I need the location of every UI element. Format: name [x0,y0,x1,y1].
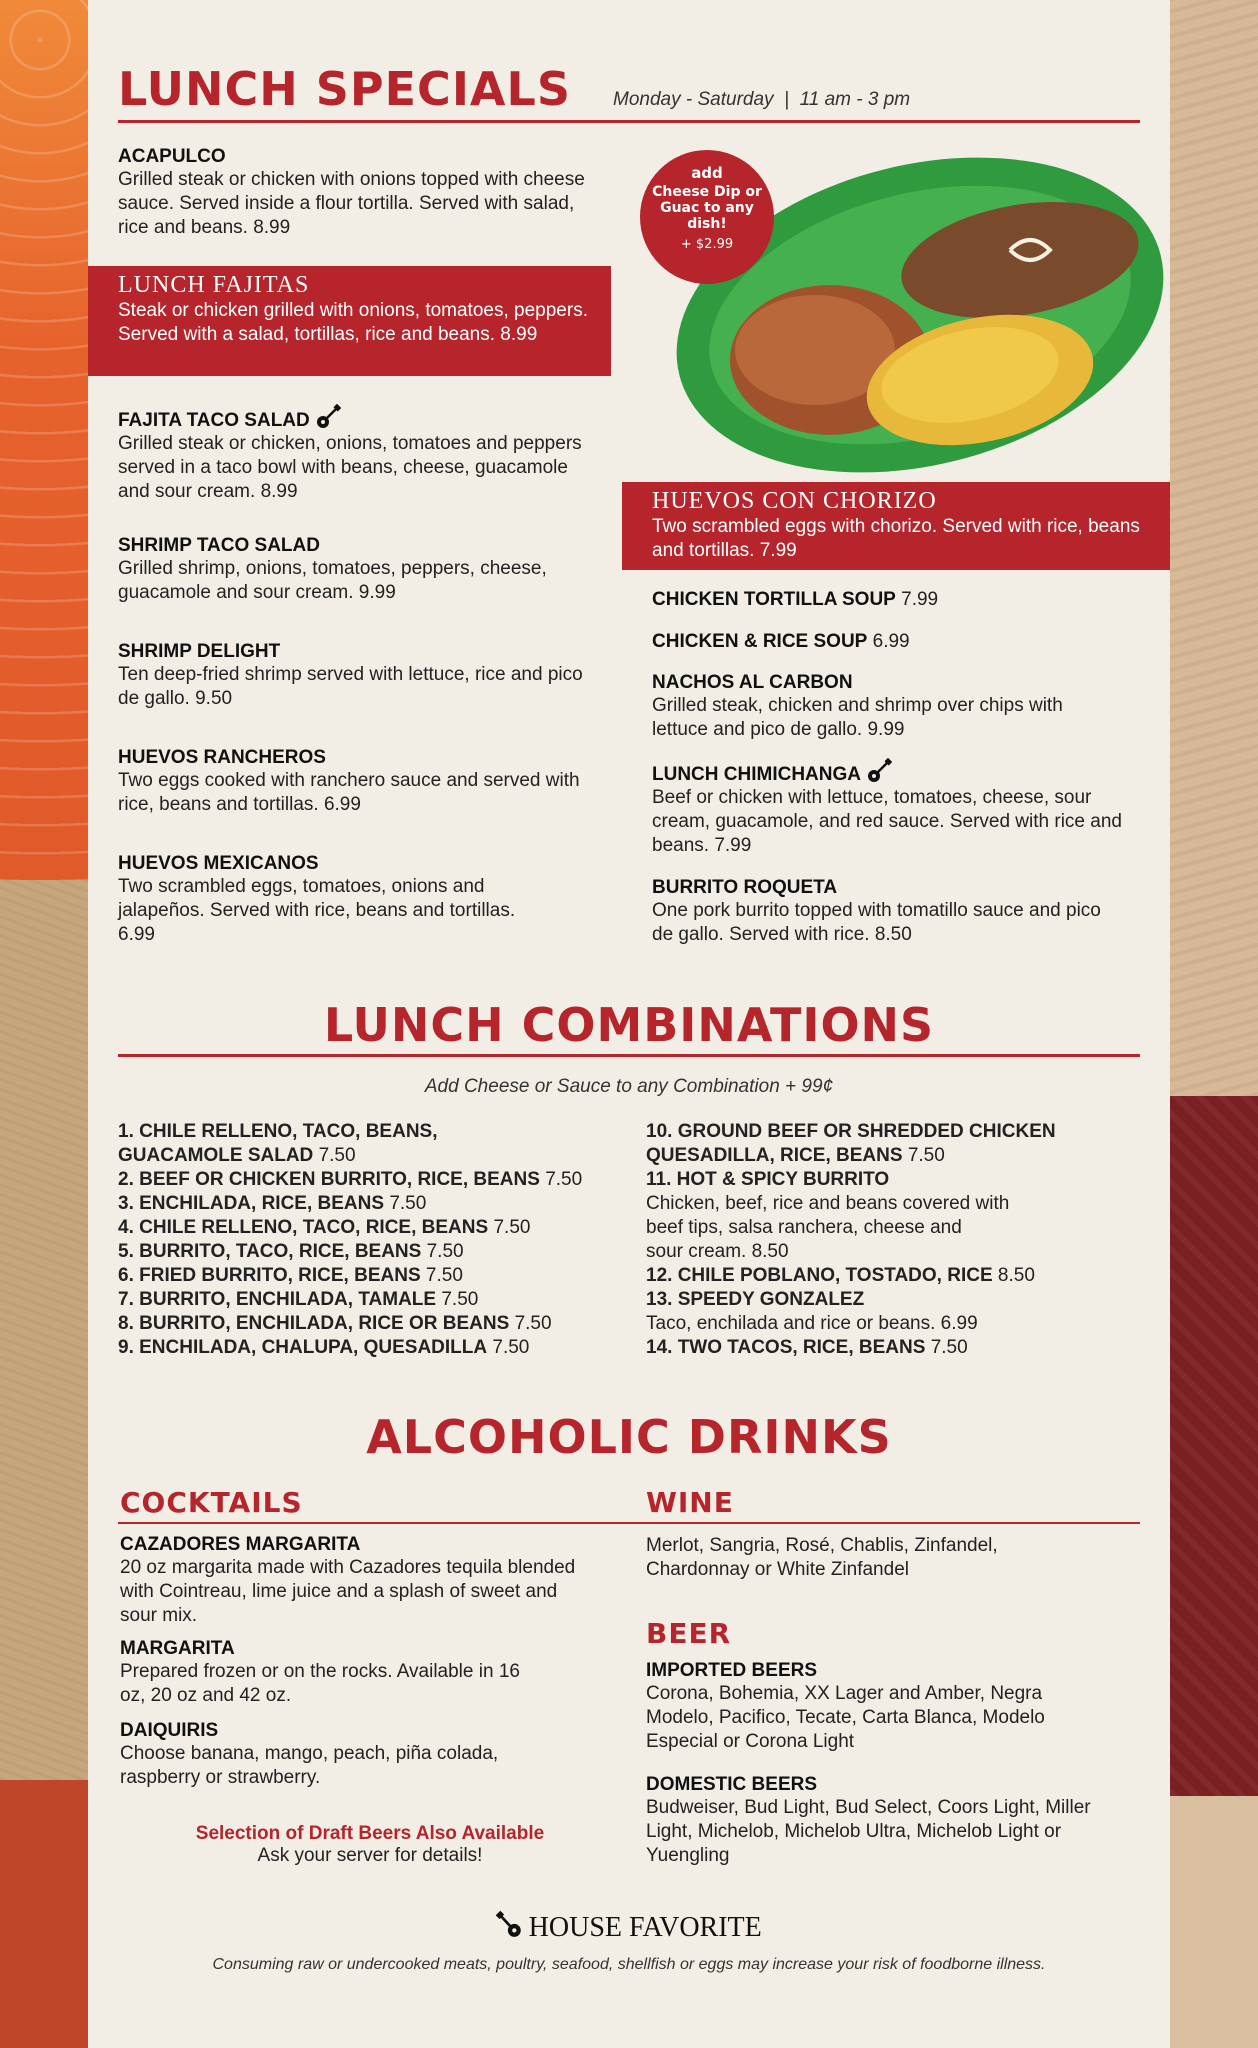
menu-item [652,672,1122,742]
combo-item: QUESADILLA, RICE, BEANS 7.50 [646,1145,945,1166]
item-name: HUEVOS MEXICANOS [118,853,319,874]
alcoholic-drinks-title: ALCOHOLIC DRINKS [366,1410,892,1464]
promo-badge [640,150,774,284]
combo-item: 8. BURRITO, ENCHILADA, RICE OR BEANS 7.50 [118,1313,552,1334]
decorative-leaf-border [0,0,88,880]
guitar-icon [315,404,341,430]
cocktails-heading: COCKTAILS [120,1486,303,1519]
combo-item: GUACAMOLE SALAD 7.50 [118,1145,356,1166]
item-desc: Grilled shrimp, onions, tomatoes, peppers, cheese, guacamole and sour cream. 9.99 [118,558,547,603]
combo-desc: Taco, enchilada and rice or beans. 6.99 [646,1313,978,1334]
promo-line2: Cheese Dip or Guac to any dish! [652,184,762,232]
item-desc: Ten deep-fried shrimp served with lettuce, rice and pico de gallo. 9.50 [118,664,583,709]
item-desc: Steak or chicken grilled with onions, tomatoes, peppers. Served with a salad, tortillas, rice and beans. 8.99 [118,300,588,345]
item-desc: Two scrambled eggs with chorizo. Served with rice, beans and tortillas. 7.99 [652,516,1140,561]
draft-sub: Ask your server for details! [257,1845,483,1866]
combinations-right-list [646,1120,1146,1360]
section-rule [118,1054,1140,1057]
lunch-hours: Monday - Saturday | 11 am - 3 pm [613,89,911,110]
item-name: LUNCH CHIMICHANGA [652,764,861,785]
item-desc: 20 oz margarita made with Cazadores tequila blended with Cointreau, lime juice and a splash of sweet and sour mix. [120,1557,576,1626]
beer-heading: BEER [646,1617,732,1650]
menu-item [652,877,1122,947]
menu-item [118,853,518,947]
cocktail-item [120,1534,580,1628]
item-name: IMPORTED BEERS [646,1660,818,1681]
combo-item: 2. BEEF OR CHICKEN BURRITO, RICE, BEANS 7.50 [118,1169,583,1190]
combinations-note: Add Cheese or Sauce to any Combination + 99¢ [424,1076,834,1097]
menu-item [118,535,598,605]
item-name: MARGARITA [120,1638,235,1659]
item-desc: Grilled steak, chicken and shrimp over chips with lettuce and pico de gallo. 9.99 [652,695,1063,740]
item-price: 7.99 [901,589,939,610]
menu-item [118,146,598,240]
item-name: SHRIMP TACO SALAD [118,535,320,556]
wine-heading: WINE [646,1486,734,1519]
cocktail-item [120,1720,560,1790]
combo-item: 1. CHILE RELLENO, TACO, BEANS, [118,1121,438,1142]
menu-item [652,630,1122,654]
item-name: FAJITA TACO SALAD [118,410,310,431]
guitar-icon [866,758,892,784]
item-desc: Two scrambled eggs, tomatoes, onions and jalapeños. Served with rice, beans and tortillas. 6.99 [118,876,516,945]
combo-desc: sour cream. 8.50 [646,1241,789,1262]
legend-label: HOUSE FAVORITE [528,1912,762,1943]
item-name: SHRIMP DELIGHT [118,641,281,662]
combo-desc: beef tips, salsa ranchera, cheese and [646,1217,962,1238]
item-desc: Grilled steak or chicken with onions topped with cheese sauce. Served inside a flour tortilla. Served with salad, rice and beans. 8.99 [118,169,585,238]
item-name: DOMESTIC BEERS [646,1774,818,1795]
item-name: HUEVOS RANCHEROS [118,747,326,768]
menu-item [652,758,1122,858]
item-desc: Two eggs cooked with ranchero sauce and served with rice, beans and tortillas. 6.99 [118,770,580,815]
title-rule [118,120,1140,123]
item-desc: Grilled steak or chicken, onions, tomatoes and peppers served in a taco bowl with beans, cheese, guacamole and sour cream. 8.99 [118,433,582,502]
promo-line1: add [691,164,723,182]
combo-item: 6. FRIED BURRITO, RICE, BEANS 7.50 [118,1265,463,1286]
house-favorite-legend [0,1910,1258,1944]
cocktail-item [120,1638,550,1708]
item-name: CHICKEN & RICE SOUP [652,631,868,652]
item-desc: Prepared frozen or on the rocks. Available in 16 oz, 20 oz and 42 oz. [120,1661,520,1706]
beer-item [646,1660,1106,1754]
combo-item: 4. CHILE RELLENO, TACO, RICE, BEANS 7.50 [118,1217,531,1238]
beer-item [646,1774,1106,1868]
combo-item: 5. BURRITO, TACO, RICE, BEANS 7.50 [118,1241,464,1262]
lunch-specials-title: LUNCH SPECIALS [118,62,571,116]
combo-desc: Chicken, beef, rice and beans covered with [646,1193,1010,1214]
menu-item [118,404,598,504]
combo-item: 11. HOT & SPICY BURRITO [646,1169,890,1190]
combo-item: 3. ENCHILADA, RICE, BEANS 7.50 [118,1193,427,1214]
disclaimer: Consuming raw or undercooked meats, poultry, seafood, shellfish or eggs may increase your risk of foodborne illness. [212,1956,1046,1973]
item-name: LUNCH FAJITAS [118,272,310,298]
combo-item: 14. TWO TACOS, RICE, BEANS 7.50 [646,1337,968,1358]
item-name: CAZADORES MARGARITA [120,1534,361,1555]
item-name: HUEVOS CON CHORIZO [652,488,937,514]
wine-desc: Merlot, Sangria, Rosé, Chablis, Zinfandel, Chardonnay or White Zinfandel [646,1535,998,1580]
item-price: 6.99 [872,631,910,652]
item-name: ACAPULCO [118,146,226,167]
guitar-icon [496,1910,524,1940]
item-name: CHICKEN TORTILLA SOUP [652,589,896,610]
combinations-left-list [118,1120,638,1360]
lunch-combinations-title: LUNCH COMBINATIONS [323,998,935,1052]
menu-item [652,588,1122,612]
item-desc: One pork burrito topped with tomatillo sauce and pico de gallo. Served with rice. 8.50 [652,900,1101,945]
item-desc: Choose banana, mango, peach, piña colada, raspberry or strawberry. [120,1743,499,1788]
item-name: BURRITO ROQUETA [652,877,838,898]
draft-note-block [120,1823,620,1867]
combo-item: 10. GROUND BEEF OR SHREDDED CHICKEN [646,1121,1056,1142]
promo-price: + $2.99 [680,237,734,252]
combo-item: 9. ENCHILADA, CHALUPA, QUESADILLA 7.50 [118,1337,530,1358]
combo-item: 7. BURRITO, ENCHILADA, TAMALE 7.50 [118,1289,479,1310]
menu-item [118,747,598,817]
item-name: DAIQUIRIS [120,1720,219,1741]
item-desc: Budweiser, Bud Light, Bud Select, Coors Light, Miller Light, Michelob, Michelob Ultra, Michelob Light or Yuengling [646,1797,1091,1866]
item-name: NACHOS AL CARBON [652,672,853,693]
drinks-rule [118,1522,1140,1524]
decorative-sand-border [1170,0,1258,1096]
draft-note: Selection of Draft Beers Also Available [195,1823,545,1844]
lunch-fajitas-band [88,266,611,376]
huevos-chorizo-band [622,482,1170,570]
item-desc: Corona, Bohemia, XX Lager and Amber, Negra Modelo, Pacifico, Tecate, Carta Blanca, Modelo Especial or Corona Light [646,1683,1045,1752]
combo-item: 13. SPEEDY GONZALEZ [646,1289,865,1310]
combo-item: 12. CHILE POBLANO, TOSTADO, RICE 8.50 [646,1265,1035,1286]
menu-item [118,641,598,711]
item-desc: Beef or chicken with lettuce, tomatoes, cheese, sour cream, guacamole, and red sauce. Served with rice and beans. 7.99 [652,787,1122,856]
